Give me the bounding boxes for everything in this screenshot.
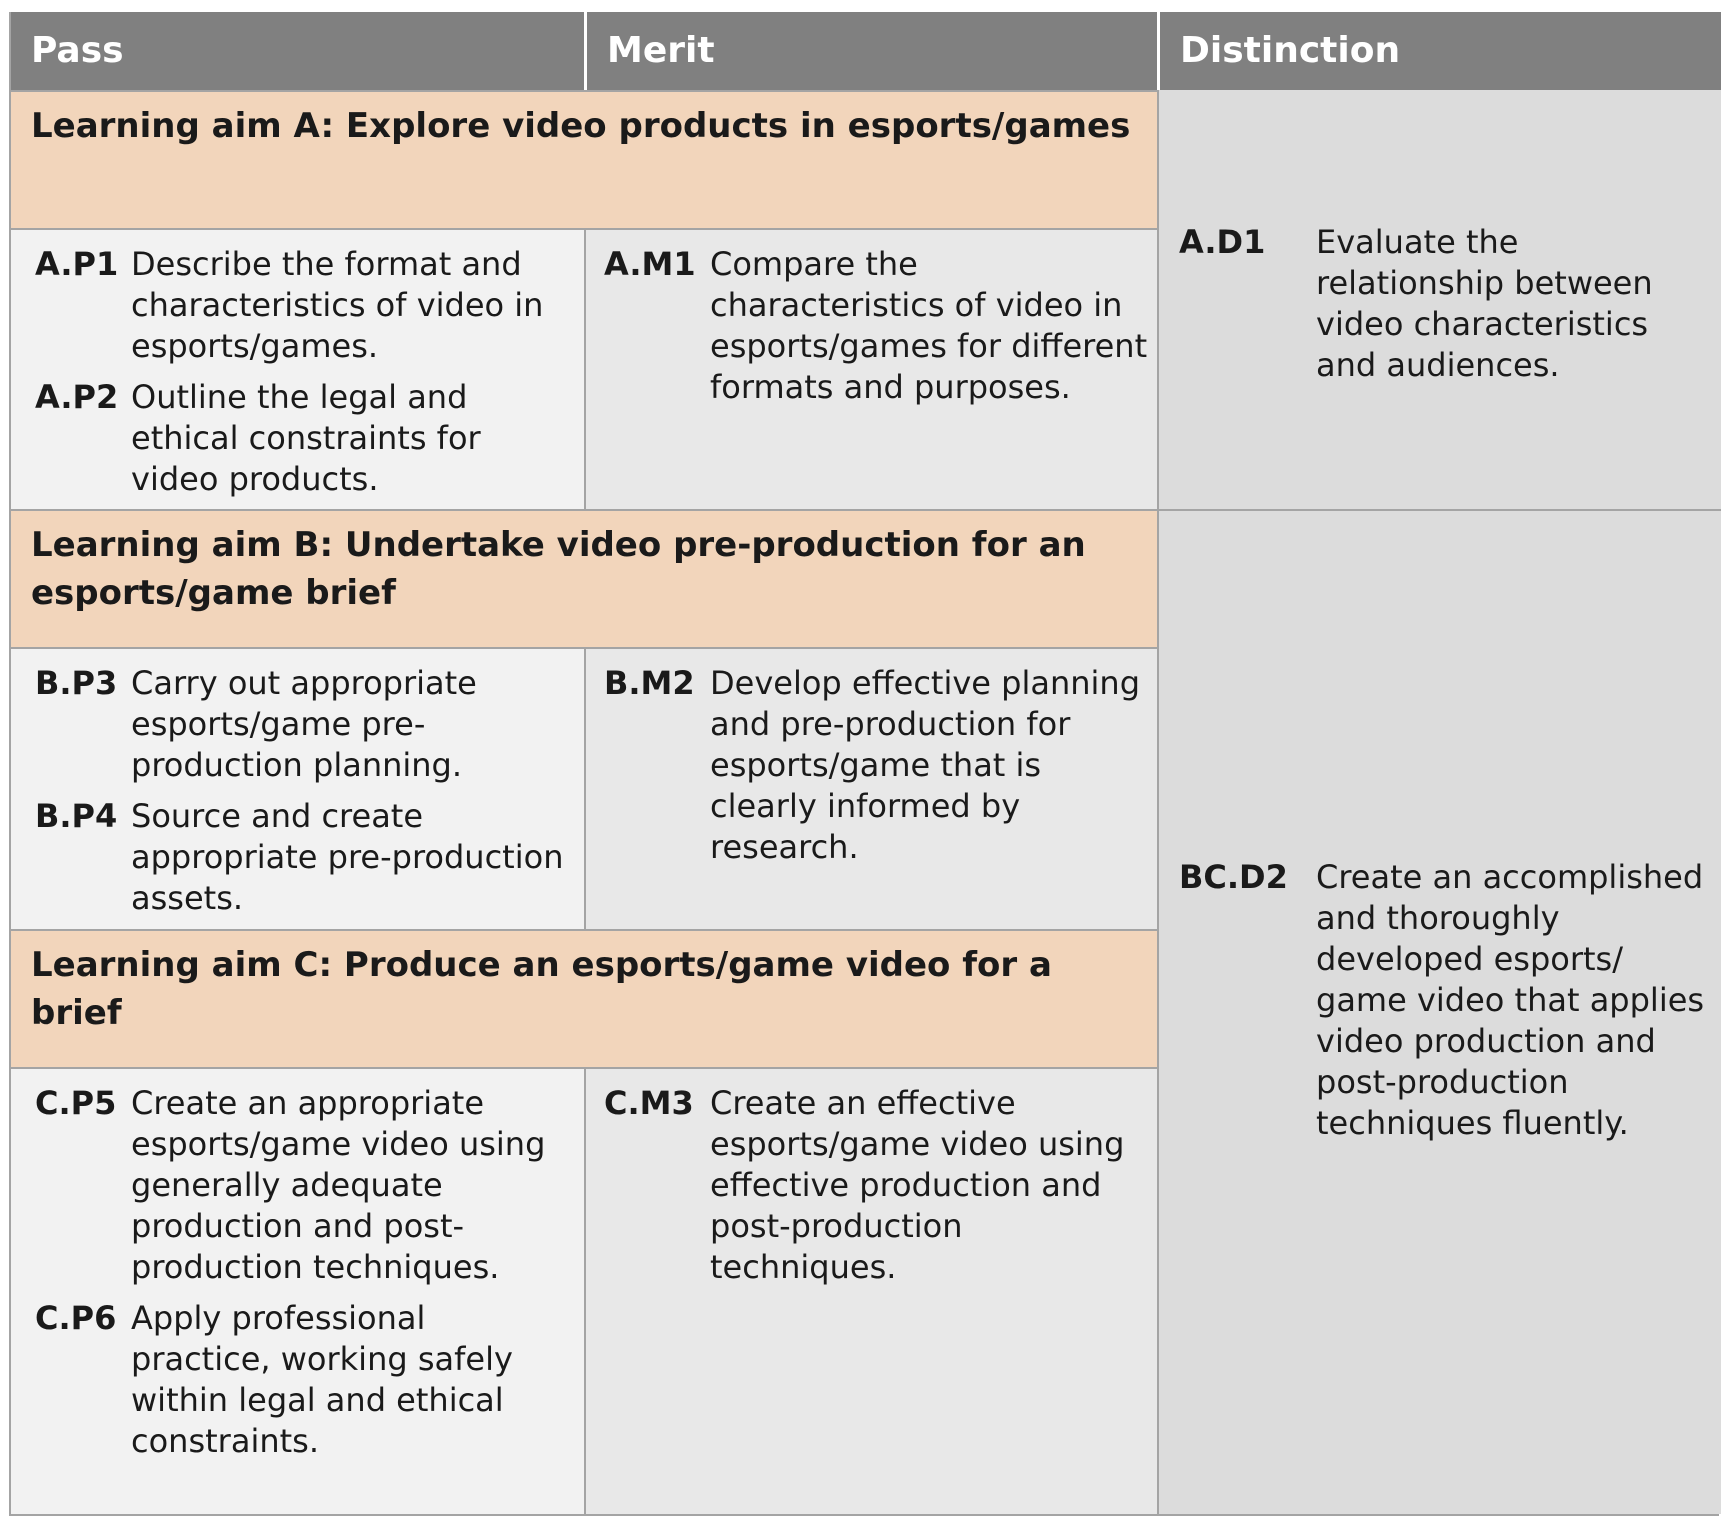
- criterion-c-p5: [35, 1083, 574, 1288]
- criterion-text: Compare the characteristics of video in esports/games for different formats and purposes.: [710, 245, 1148, 406]
- criterion-text: Evaluate the relationship between video characteristics and audiences.: [1316, 223, 1653, 384]
- criterion-text: Carry out appropriate esports/game pre-production planning.: [131, 664, 477, 784]
- column-header-pass: Pass: [11, 12, 584, 90]
- aim-c-pass-cell: [11, 1067, 584, 1514]
- criterion-b-m2: [604, 663, 1149, 868]
- criterion-code: B.M2: [604, 664, 695, 702]
- criterion-a-m1: [604, 244, 1149, 408]
- aim-c-merit-cell: [584, 1067, 1157, 1514]
- criterion-code: B.P3: [35, 664, 118, 702]
- criterion-a-p2: [35, 377, 574, 500]
- learning-aim-a-heading: Learning aim A: Explore video products in esports/games: [11, 90, 1157, 228]
- criterion-text: Describe the format and characteristics of video in esports/games.: [131, 245, 544, 365]
- distinction-cell-bc: [1157, 509, 1721, 1514]
- criterion-c-p6: [35, 1298, 574, 1462]
- aim-b-merit-cell: [584, 647, 1157, 929]
- grading-criteria-table: [9, 12, 1719, 1516]
- criterion-text: Source and create appropriate pre-production assets.: [131, 797, 564, 917]
- criterion-c-m3: [604, 1083, 1149, 1288]
- criterion-code: A.P1: [35, 245, 119, 283]
- criterion-text: Create an effective esports/game video using effective production and post-production techniques.: [710, 1084, 1125, 1286]
- criterion-text: Develop effective planning and pre-production for esports/game that is clearly informed by research.: [710, 664, 1141, 866]
- aim-a-pass-cell: [11, 228, 584, 509]
- aim-b-pass-cell: [11, 647, 584, 929]
- criterion-code: BC.D2: [1179, 858, 1288, 896]
- column-header-distinction: Distinction: [1157, 12, 1721, 90]
- distinction-cell-a: [1157, 90, 1721, 509]
- aim-a-merit-cell: [584, 228, 1157, 509]
- criterion-code: B.P4: [35, 797, 118, 835]
- learning-aim-b-heading: Learning aim B: Undertake video pre-production for an esports/game brief: [11, 509, 1157, 647]
- criterion-text: Outline the legal and ethical constraints for video products.: [131, 378, 481, 498]
- criterion-text: Create an appropriate esports/game video using generally adequate production and post-production techniques.: [131, 1084, 546, 1286]
- learning-aim-c-heading: Learning aim C: Produce an esports/game video for a brief: [11, 929, 1157, 1067]
- criterion-a-d1: [1179, 222, 1709, 386]
- criterion-code: C.P6: [35, 1299, 117, 1337]
- criterion-code: A.P2: [35, 378, 119, 416]
- criterion-text: Create an accomplished and thoroughly developed esports/ game video that applies video production and post-production techniques fluently.: [1316, 858, 1705, 1142]
- criterion-text: Apply professional practice, working safely within legal and ethical constraints.: [131, 1299, 513, 1460]
- criterion-b-p4: [35, 796, 574, 919]
- criterion-code: A.M1: [604, 245, 696, 283]
- criterion-b-p3: [35, 663, 574, 786]
- criterion-code: A.D1: [1179, 223, 1266, 261]
- criterion-code: C.P5: [35, 1084, 117, 1122]
- criterion-code: C.M3: [604, 1084, 694, 1122]
- criterion-a-p1: [35, 244, 574, 367]
- criterion-bc-d2: [1179, 857, 1709, 1144]
- column-header-merit: Merit: [584, 12, 1157, 90]
